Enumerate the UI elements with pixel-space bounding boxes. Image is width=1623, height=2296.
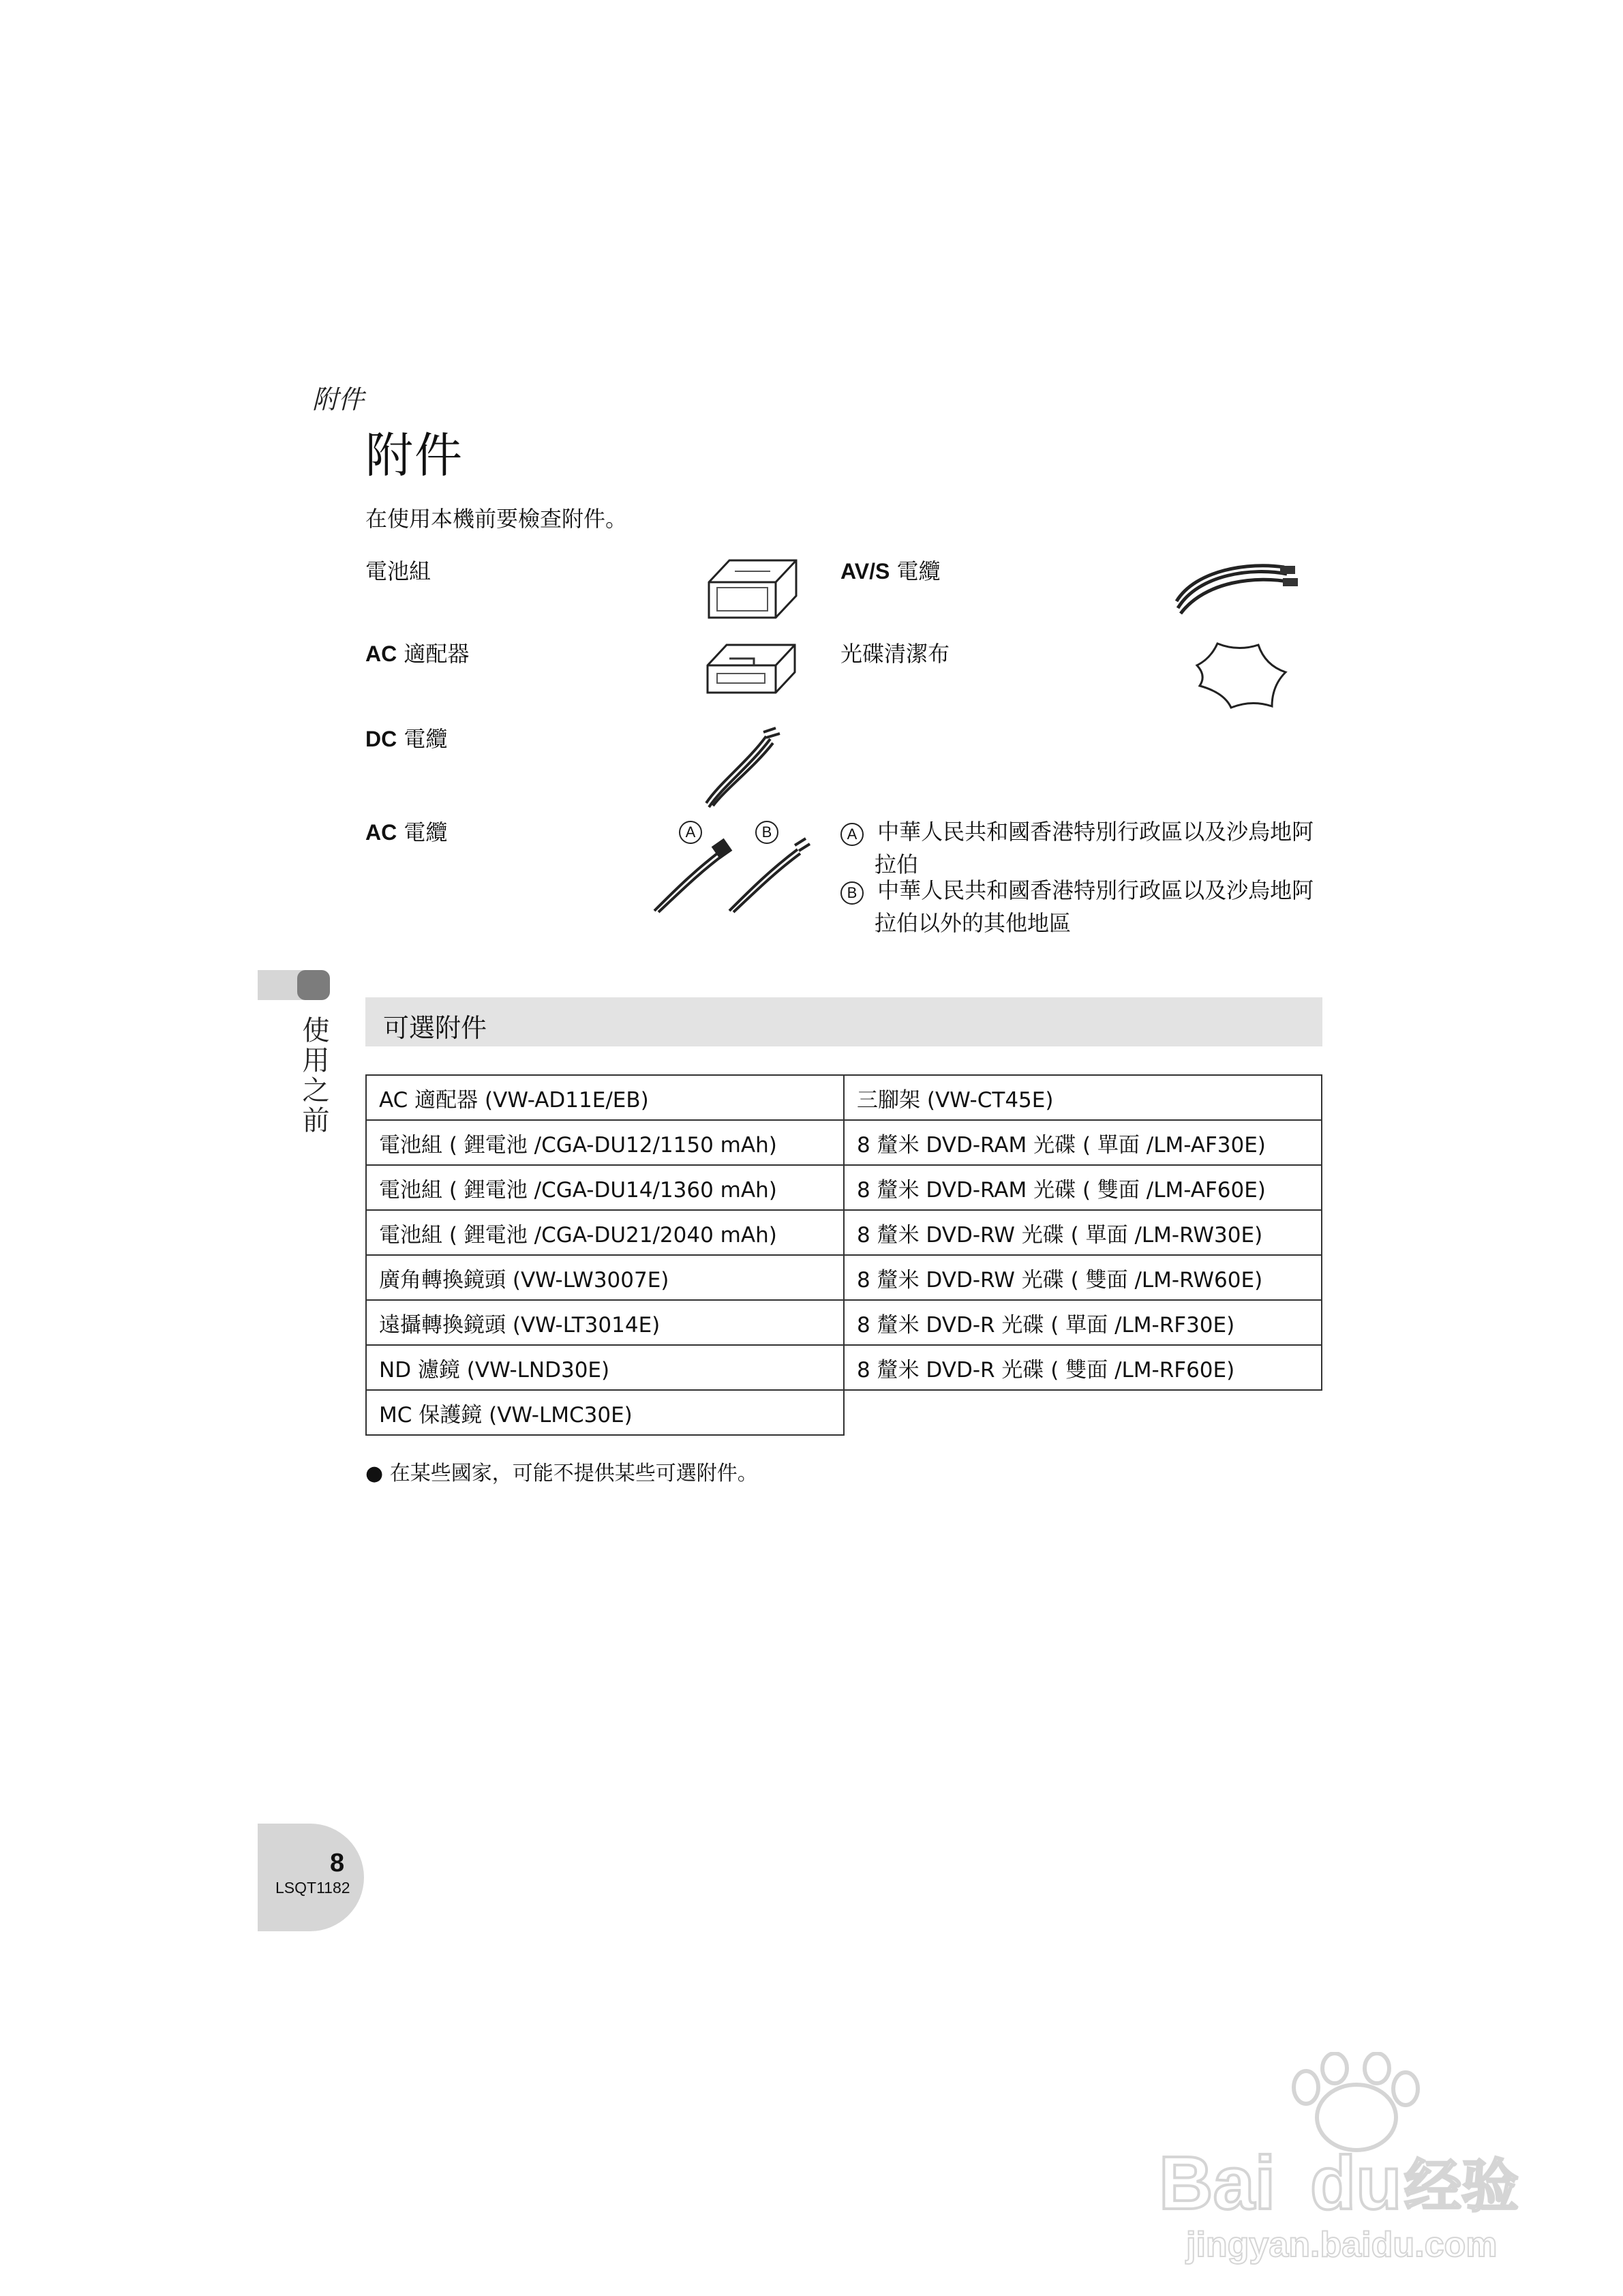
note-marker-b: B — [840, 881, 864, 905]
watermark-url: jingyan.baidu.com — [1186, 2225, 1498, 2265]
doc-code: LSQT1182 — [275, 1879, 350, 1897]
cleaning-cloth-label: 光碟清潔布 — [840, 641, 950, 667]
optional-accessories-table — [365, 1074, 1322, 1436]
table-cell: 8 釐米 DVD-RW 光碟 ( 雙面 /LM-RW60E) — [844, 1255, 1322, 1300]
footnote: ● 在某些國家，可能不提供某些可選附件。 — [365, 1462, 758, 1485]
avs-cable-illustration — [1171, 554, 1301, 619]
bullet-icon: ● — [365, 1462, 384, 1485]
region-note-a: A 中華人民共和國香港特別行政區以及沙烏地阿 拉伯 — [840, 815, 1318, 881]
table-cell: 廣角轉換鏡頭 (VW-LW3007E) — [366, 1255, 844, 1300]
optional-heading: 可選附件 — [383, 1013, 487, 1043]
table-row — [366, 1300, 1322, 1345]
optional-heading-bar — [365, 997, 1322, 1046]
table-cell: 8 釐米 DVD-RAM 光碟 ( 單面 /LM-AF30E) — [844, 1120, 1322, 1165]
cleaning-cloth-illustration — [1190, 638, 1292, 713]
table-cell: 電池組 ( 鋰電池 /CGA-DU12/1150 mAh) — [366, 1120, 844, 1165]
table-cell: 電池組 ( 鋰電池 /CGA-DU14/1360 mAh) — [366, 1165, 844, 1210]
watermark-brand-right: du — [1310, 2141, 1402, 2225]
table-cell: 8 釐米 DVD-RAM 光碟 ( 雙面 /LM-AF60E) — [844, 1165, 1322, 1210]
table-cell-empty — [844, 1390, 1322, 1435]
dotted-rule — [365, 468, 1322, 477]
table-row — [366, 1210, 1322, 1255]
watermark-brand-left: Bai — [1159, 2141, 1276, 2225]
running-title: 附件 — [312, 384, 365, 414]
avs-cable-label: AV/S 電纜 — [840, 558, 941, 584]
ac-cable-label: AC 電纜 — [365, 819, 448, 845]
ac-cable-illustration — [648, 829, 811, 916]
battery-label: 電池組 — [365, 558, 431, 584]
page-title: 附件 — [365, 427, 464, 483]
table-cell: 8 釐米 DVD-RW 光碟 ( 單面 /LM-RW30E) — [844, 1210, 1322, 1255]
table-row — [366, 1165, 1322, 1210]
ac-adaptor-label: AC 適配器 — [365, 641, 470, 667]
side-tab-marker — [297, 970, 330, 1000]
region-note-b: B 中華人民共和國香港特別行政區以及沙烏地阿 拉伯以外的其他地區 — [840, 874, 1318, 939]
table-row — [366, 1345, 1322, 1390]
table-cell: 8 釐米 DVD-R 光碟 ( 單面 /LM-RF30E) — [844, 1300, 1322, 1345]
ac-adaptor-illustration — [702, 634, 803, 702]
table-cell: 遠攝轉換鏡頭 (VW-LT3014E) — [366, 1300, 844, 1345]
table-row — [366, 1075, 1322, 1120]
table-cell: AC 適配器 (VW-AD11E/EB) — [366, 1075, 844, 1120]
table-cell: ND 濾鏡 (VW-LND30E) — [366, 1345, 844, 1390]
page-number-tab — [258, 1824, 364, 1931]
watermark-brand-cn: 经验 — [1404, 2153, 1519, 2220]
note-marker-a: A — [840, 823, 864, 846]
page-number: 8 — [330, 1849, 345, 1877]
table-cell: MC 保護鏡 (VW-LMC30E) — [366, 1390, 844, 1435]
baidu-watermark — [1152, 2052, 1534, 2270]
table-row — [366, 1390, 1322, 1435]
intro-text: 在使用本機前要檢查附件。 — [365, 506, 628, 532]
table-cell: 三腳架 (VW-CT45E) — [844, 1075, 1322, 1120]
table-row — [366, 1255, 1322, 1300]
marker-b: B — [755, 821, 778, 844]
marker-a: A — [679, 821, 702, 844]
table-cell: 電池組 ( 鋰電池 /CGA-DU21/2040 mAh) — [366, 1210, 844, 1255]
dc-cable-label: DC 電纜 — [365, 726, 448, 752]
table-row — [366, 1120, 1322, 1165]
dc-cable-illustration — [695, 725, 784, 814]
side-tab-label: 使用之前 — [298, 1016, 329, 1136]
battery-illustration — [702, 554, 803, 624]
table-cell: 8 釐米 DVD-R 光碟 ( 雙面 /LM-RF60E) — [844, 1345, 1322, 1390]
